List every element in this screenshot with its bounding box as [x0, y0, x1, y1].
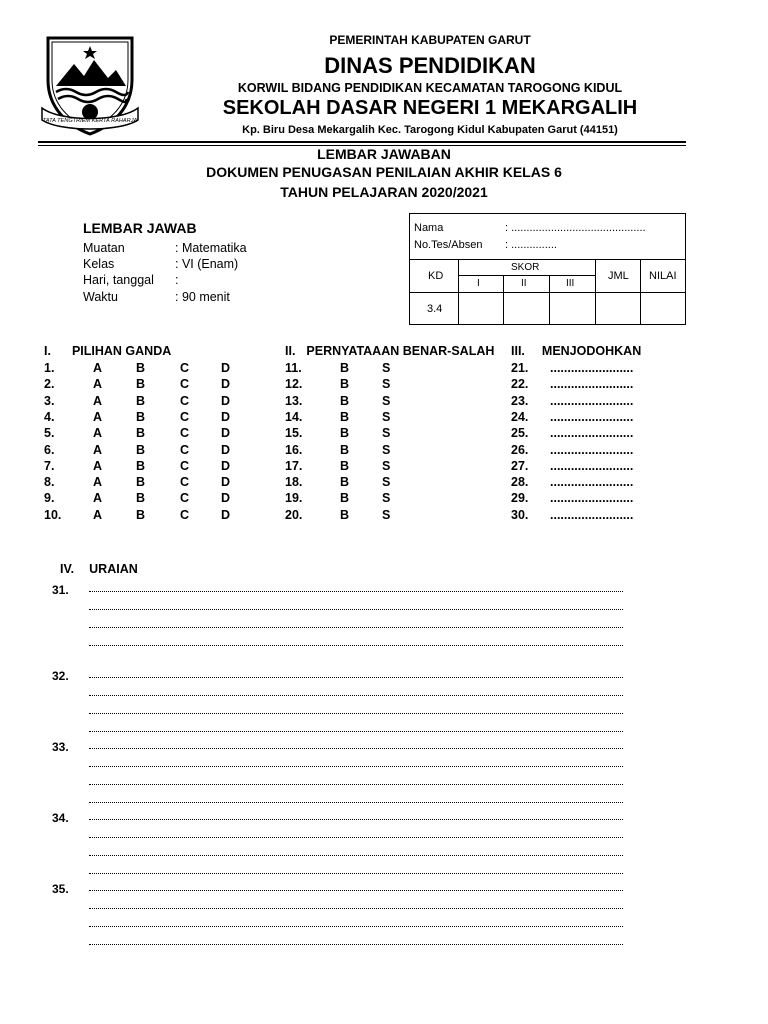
choice-option-c[interactable]: C	[180, 409, 190, 424]
answer-blank[interactable]: ........................	[550, 393, 634, 408]
section-number: I.	[44, 344, 51, 358]
choice-option-b[interactable]: B	[340, 409, 350, 424]
question-number: 24.	[511, 409, 529, 424]
mj-section-heading	[511, 344, 641, 358]
choice-option-b[interactable]: B	[136, 475, 146, 490]
info-label: Waktu	[83, 290, 118, 304]
pg-answer-row	[44, 475, 244, 491]
info-row-time	[83, 290, 230, 304]
info-value: : 90 menit	[175, 290, 230, 304]
question-number: 20.	[285, 507, 303, 522]
choice-option-s[interactable]: S	[382, 491, 391, 506]
question-number: 27.	[511, 458, 529, 473]
kd-header: KD	[428, 270, 444, 282]
choice-option-d[interactable]: D	[221, 507, 231, 522]
essay-answer-line[interactable]	[89, 748, 623, 749]
district-office: KORWIL BIDANG PENDIDIKAN KECAMATAN TAROGONG KIDUL	[237, 81, 623, 95]
choice-option-s[interactable]: S	[382, 409, 391, 424]
question-number: 7.	[44, 458, 55, 473]
essay-answer-line[interactable]	[89, 855, 623, 856]
office-name: DINAS PENDIDIKAN	[324, 53, 536, 78]
section-title: PILIHAN GANDA	[71, 344, 172, 358]
box-divider	[503, 275, 504, 325]
essay-question-number: 35.	[52, 882, 69, 896]
question-number: 11.	[285, 361, 302, 375]
bs-section-heading	[285, 344, 494, 358]
mj-answer-row	[511, 443, 651, 459]
choice-option-b[interactable]: B	[136, 361, 146, 375]
choice-option-a[interactable]: A	[93, 361, 103, 375]
choice-option-b[interactable]: B	[340, 442, 350, 457]
mj-answer-row	[511, 410, 651, 426]
answer-blank[interactable]: ........................	[550, 361, 634, 375]
name-label: Nama	[414, 222, 444, 234]
mj-answer-row	[511, 508, 651, 524]
school-address: Kp. Biru Desa Mekargalih Kec. Tarogong Kidul Kabupaten Garut (44151)	[242, 124, 618, 136]
question-number: 1.	[44, 361, 55, 375]
question-number: 12.	[285, 377, 303, 392]
choice-option-c[interactable]: C	[180, 361, 190, 375]
choice-option-b[interactable]: B	[340, 393, 350, 408]
answer-blank[interactable]: ........................	[550, 507, 634, 522]
pg-answer-row	[44, 361, 244, 377]
mj-answer-row	[511, 394, 651, 410]
section-number: II.	[285, 344, 296, 358]
info-row-class	[83, 257, 238, 271]
question-number: 18.	[285, 475, 303, 490]
choice-option-c[interactable]: C	[180, 377, 190, 392]
bs-answer-row	[285, 361, 405, 377]
choice-option-c[interactable]: C	[180, 507, 190, 522]
answer-blank[interactable]: ........................	[550, 377, 634, 392]
box-divider	[410, 259, 686, 260]
info-row-subject	[83, 241, 247, 255]
test-number-label: No.Tes/Absen	[414, 239, 483, 251]
question-number: 29.	[511, 491, 529, 506]
test-number-field[interactable]: : ...............	[505, 239, 557, 251]
choice-option-c[interactable]: C	[180, 475, 190, 490]
choice-option-d[interactable]: D	[221, 475, 231, 490]
info-value: : VI (Enam)	[175, 257, 239, 271]
mj-answer-row	[511, 491, 651, 507]
bs-answer-row	[285, 459, 405, 475]
choice-option-s[interactable]: S	[382, 393, 391, 408]
question-number: 3.	[44, 393, 55, 408]
doc-title-line3: TAHUN PELAJARAN 2020/2021	[280, 184, 488, 200]
choice-option-a[interactable]: A	[93, 377, 103, 392]
choice-option-b[interactable]: B	[340, 361, 350, 375]
pg-answer-row	[44, 459, 244, 475]
essay-answer-line[interactable]	[89, 627, 623, 628]
choice-option-c[interactable]: C	[180, 442, 190, 457]
choice-option-b[interactable]: B	[340, 377, 350, 392]
choice-option-b[interactable]: B	[136, 491, 146, 506]
question-number: 15.	[285, 426, 303, 441]
bs-answer-row	[285, 377, 405, 393]
essay-answer-line[interactable]	[89, 908, 623, 909]
garut-regency-logo	[40, 30, 140, 138]
score-col-2: II	[521, 278, 527, 289]
bs-answer-row	[285, 426, 405, 442]
pg-answer-row	[44, 377, 244, 393]
essay-answer-line[interactable]	[89, 609, 623, 610]
question-number: 26.	[511, 442, 529, 457]
doc-title-line1: LEMBAR JAWABAN	[317, 146, 451, 162]
choice-option-d[interactable]: D	[221, 426, 231, 441]
name-field[interactable]: : ............................................	[505, 222, 646, 234]
answer-blank[interactable]: ........................	[550, 458, 634, 473]
question-number: 21.	[511, 361, 529, 375]
choice-option-b[interactable]: B	[340, 458, 350, 473]
question-number: 28.	[511, 475, 529, 490]
essay-question-number: 33.	[52, 740, 69, 754]
choice-option-b[interactable]: B	[136, 426, 146, 441]
pg-answer-row	[44, 426, 244, 442]
essay-answer-line[interactable]	[89, 837, 623, 838]
question-number: 14.	[285, 409, 303, 424]
choice-option-b[interactable]: B	[340, 507, 350, 522]
bs-answer-row	[285, 443, 405, 459]
choice-option-a[interactable]: A	[93, 491, 103, 506]
question-number: 9.	[44, 491, 55, 506]
choice-option-a[interactable]: A	[93, 458, 103, 473]
choice-option-a[interactable]: A	[93, 393, 103, 408]
choice-option-b[interactable]: B	[136, 393, 146, 408]
info-value: :	[175, 273, 179, 287]
essay-answer-line[interactable]	[89, 926, 623, 927]
question-number: 19.	[285, 491, 303, 506]
essay-answer-line[interactable]	[89, 645, 623, 646]
question-number: 17.	[285, 458, 303, 473]
bs-answer-row	[285, 410, 405, 426]
choice-option-b[interactable]: B	[136, 442, 146, 457]
essay-answer-line[interactable]	[89, 802, 623, 803]
choice-option-c[interactable]: C	[180, 491, 190, 506]
choice-option-b[interactable]: B	[136, 458, 146, 473]
choice-option-b[interactable]: B	[340, 426, 350, 441]
info-row-date	[83, 273, 178, 287]
essay-answer-line[interactable]	[89, 944, 623, 945]
mj-answer-row	[511, 361, 651, 377]
question-number: 5.	[44, 426, 55, 441]
essay-answer-line[interactable]	[89, 819, 623, 820]
question-number: 6.	[44, 442, 55, 457]
box-divider	[410, 292, 686, 293]
choice-option-s[interactable]: S	[382, 458, 391, 473]
section-title: MENJODOHKAN	[541, 344, 642, 358]
choice-option-c[interactable]: C	[180, 458, 190, 473]
bs-answer-row	[285, 475, 405, 491]
essay-question-number: 32.	[52, 669, 69, 683]
score-header: SKOR	[511, 262, 540, 273]
choice-option-d[interactable]: D	[221, 491, 231, 506]
essay-answer-line[interactable]	[89, 591, 623, 592]
kd-value: 3.4	[427, 303, 443, 315]
question-number: 4.	[44, 409, 55, 424]
choice-option-a[interactable]: A	[93, 475, 103, 490]
choice-option-a[interactable]: A	[93, 409, 103, 424]
answer-blank[interactable]: ........................	[550, 409, 634, 424]
essay-answer-line[interactable]	[89, 766, 623, 767]
score-col-3: III	[566, 278, 575, 289]
school-name: SEKOLAH DASAR NEGERI 1 MEKARGALIH	[222, 97, 638, 119]
question-number: 13.	[285, 393, 303, 408]
logo-motto-text: TATA TENGTRIEM KERTA RAHARJA	[42, 118, 138, 124]
choice-option-s[interactable]: S	[382, 377, 391, 392]
question-number: 2.	[44, 377, 55, 392]
choice-option-c[interactable]: C	[180, 426, 190, 441]
essay-answer-line[interactable]	[89, 677, 623, 678]
ur-section-heading	[60, 562, 138, 576]
bs-answer-row	[285, 394, 405, 410]
question-number: 30.	[511, 507, 529, 522]
choice-option-s[interactable]: S	[382, 475, 391, 490]
essay-answer-line[interactable]	[89, 890, 623, 891]
question-number: 23.	[511, 393, 529, 408]
answer-blank[interactable]: ........................	[550, 426, 634, 441]
essay-answer-line[interactable]	[89, 873, 623, 874]
choice-option-s[interactable]: S	[382, 442, 391, 457]
question-number: 25.	[511, 426, 529, 441]
choice-option-d[interactable]: D	[221, 409, 231, 424]
pg-answer-row	[44, 410, 244, 426]
choice-option-d[interactable]: D	[221, 442, 231, 457]
pg-answer-row	[44, 508, 244, 524]
choice-option-a[interactable]: A	[93, 442, 103, 457]
section-number: IV.	[60, 562, 75, 576]
mj-answer-row	[511, 426, 651, 442]
choice-option-a[interactable]: A	[93, 426, 103, 441]
choice-option-d[interactable]: D	[221, 458, 231, 473]
government-name: PEMERINTAH KABUPATEN GARUT	[329, 33, 531, 47]
header-rule-thick	[38, 141, 686, 143]
pg-answer-row	[44, 443, 244, 459]
mj-answer-row	[511, 377, 651, 393]
score-box	[409, 213, 686, 325]
score-col-1: I	[477, 278, 480, 289]
mj-answer-row	[511, 459, 651, 475]
info-label: Hari, tanggal	[83, 273, 154, 287]
essay-answer-line[interactable]	[89, 731, 623, 732]
choice-option-b[interactable]: B	[136, 409, 146, 424]
box-divider	[458, 275, 595, 276]
question-number: 10.	[44, 507, 62, 522]
bs-answer-row	[285, 491, 405, 507]
answer-blank[interactable]: ........................	[550, 491, 634, 506]
pg-answer-row	[44, 491, 244, 507]
answer-blank[interactable]: ........................	[550, 475, 634, 490]
grade-header: NILAI	[649, 270, 677, 282]
section-number: III.	[511, 344, 525, 358]
question-number: 22.	[511, 377, 529, 392]
essay-question-number: 34.	[52, 811, 69, 825]
section-title: URAIAN	[89, 562, 138, 576]
essay-answer-line[interactable]	[89, 695, 623, 696]
choice-option-s[interactable]: S	[382, 507, 391, 522]
answer-blank[interactable]: ........................	[550, 442, 634, 457]
mj-answer-row	[511, 475, 651, 491]
essay-answer-line[interactable]	[89, 784, 623, 785]
choice-option-s[interactable]: S	[382, 361, 391, 375]
box-divider	[549, 275, 550, 325]
bs-answer-row	[285, 508, 405, 524]
choice-option-b[interactable]: B	[136, 507, 146, 522]
info-label: Muatan	[83, 241, 125, 255]
choice-option-b[interactable]: B	[340, 491, 350, 506]
choice-option-s[interactable]: S	[382, 426, 391, 441]
choice-option-d[interactable]: D	[221, 377, 231, 392]
info-label: Kelas	[83, 257, 115, 271]
pg-section-heading	[44, 344, 171, 358]
question-number: 16.	[285, 442, 303, 457]
choice-option-d[interactable]: D	[221, 393, 231, 408]
section-title: PERNYATAAAN BENAR-SALAH	[306, 344, 495, 358]
essay-answer-line[interactable]	[89, 713, 623, 714]
pg-answer-row	[44, 394, 244, 410]
info-value: : Matematika	[175, 241, 247, 255]
choice-option-d[interactable]: D	[221, 361, 231, 375]
choice-option-a[interactable]: A	[93, 507, 103, 522]
essay-question-number: 31.	[52, 583, 69, 597]
answer-sheet-heading: LEMBAR JAWAB	[83, 220, 197, 236]
choice-option-b[interactable]: B	[340, 475, 350, 490]
choice-option-b[interactable]: B	[136, 377, 146, 392]
total-header: JML	[608, 270, 629, 282]
question-number: 8.	[44, 475, 55, 490]
doc-title-line2: DOKUMEN PENUGASAN PENILAIAN AKHIR KELAS 6	[206, 164, 562, 180]
choice-option-c[interactable]: C	[180, 393, 190, 408]
